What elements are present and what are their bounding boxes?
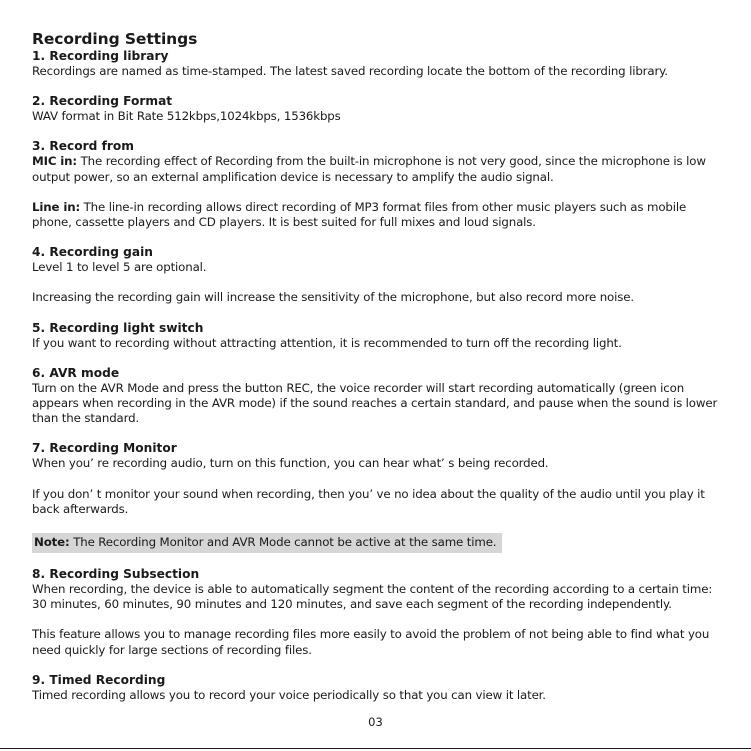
section-heading-record-from: 3. Record from (32, 139, 134, 154)
document-page (32, 30, 722, 703)
section-body-timed-recording: Timed recording allows you to record your voice periodically so that you can view it later. (32, 687, 546, 702)
section-body-recording-light-switch: If you want to recording without attracting attention, it is recommended to turn off the recording light. (32, 335, 622, 350)
section-heading-timed-recording: 9. Timed Recording (32, 672, 166, 687)
section-heading-recording-format: 2. Recording Format (32, 94, 173, 109)
section-body-recording-gain: Level 1 to level 5 are optional. (32, 260, 207, 275)
section-heading-recording-subsection: 8. Recording Subsection (32, 567, 200, 582)
note-box (32, 533, 502, 553)
section-heading-avr-mode: 6. AVR mode (32, 365, 120, 380)
section-body-recording-monitor: When you’ re recording audio, turn on this function, you can hear what’ s being recorded. (32, 456, 549, 471)
section-heading-recording-light-switch: 5. Recording light switch (32, 320, 204, 335)
section-body-recording-gain-2: Increasing the recording gain will increase the sensitivity of the microphone, but also record more noise. (32, 290, 634, 305)
line-in-label: Line in: (32, 199, 81, 214)
note-label: Note: (34, 535, 70, 550)
note-text: The Recording Monitor and AVR Mode cannot be active at the same time. (69, 535, 497, 550)
mic-in-text: The recording effect of Recording from the built-in microphone is not very good, since the microphone is low output power, so an external amplification device is necessary to amplify the audio signal. (32, 154, 706, 184)
section-heading-recording-library: 1. Recording library (32, 49, 169, 63)
section-body-recording-subsection-2: This feature allows you to manage recording files more easily to avoid the problem of not being able to find what you need quickly for large sections of recording files. (32, 627, 710, 657)
section-body-recording-monitor-2: If you don’ t monitor your sound when recording, then you’ ve no idea about the quality of the audio until you play it back afterwards. (32, 486, 705, 516)
page-title: Recording Settings (32, 30, 198, 48)
page-number: 03 (368, 715, 383, 729)
bottom-divider (0, 748, 751, 749)
mic-in-paragraph (32, 154, 722, 184)
section-body-avr-mode: Turn on the AVR Mode and press the button REC, the voice recorder will start recording automatically (green icon appears when recording in the AVR mode) if the sound reaches a certain standard, and pause when the sound is lower than the standard. (32, 380, 718, 426)
line-in-text: The line-in recording allows direct recording of MP3 format files from other music players such as mobile phone, cassette players and CD players. It is best suited for full mixes and loud signals. (32, 199, 687, 230)
section-heading-recording-gain: 4. Recording gain (32, 245, 153, 260)
line-in-paragraph (32, 200, 722, 230)
section-heading-recording-monitor: 7. Recording Monitor (32, 441, 177, 456)
mic-in-label: MIC in: (32, 154, 78, 169)
section-body-recording-format: WAV format in Bit Rate 512kbps,1024kbps, 1536kbps (32, 109, 341, 124)
section-body-recording-subsection: When recording, the device is able to automatically segment the content of the recording according to a certain time: 30 minutes, 60 minutes, 90 minutes and 120 minutes, and save each segment of the recording independently. (32, 582, 713, 612)
section-body-recording-library: Recordings are named as time-stamped. The latest saved recording locate the bottom of the recording library. (32, 64, 668, 78)
